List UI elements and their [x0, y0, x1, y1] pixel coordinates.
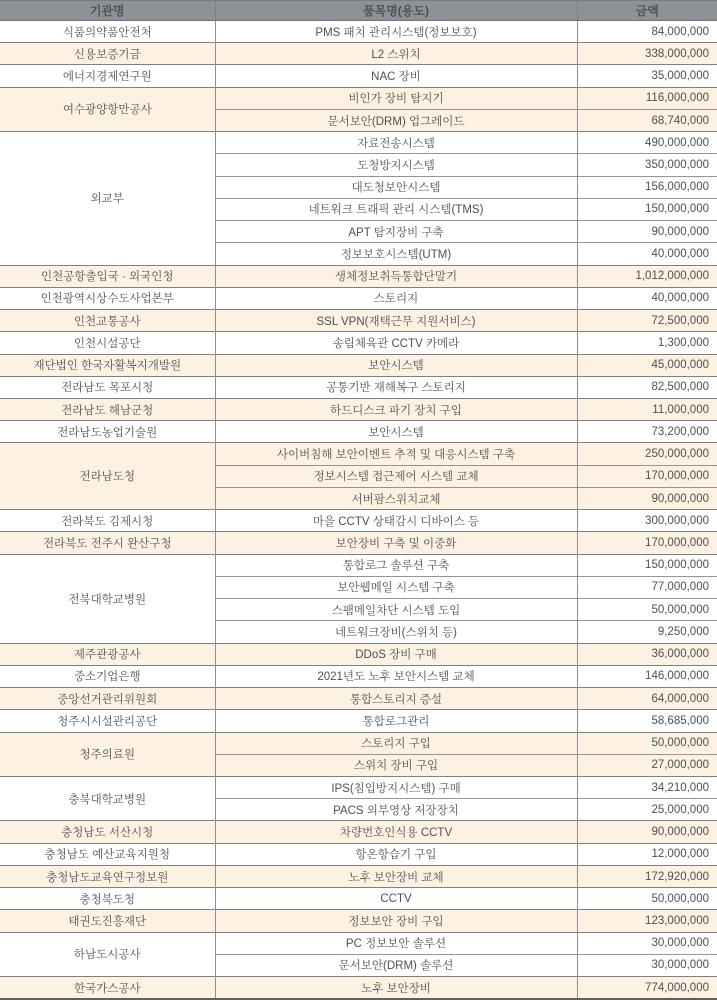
amount-cell: 34,210,000 [577, 776, 717, 798]
item-cell: 정보보호시스템(UTM) [215, 243, 577, 265]
org-cell: 에너지경제연구원 [0, 65, 215, 87]
item-cell: 사이버침해 보안이벤트 추적 및 대응시스템 구축 [215, 443, 577, 465]
amount-cell: 68,740,000 [577, 109, 717, 131]
org-cell: 식품의약품안전처 [0, 21, 215, 43]
item-cell: CCTV [215, 888, 577, 910]
table-row [0, 310, 717, 332]
item-cell: PC 정보보안 솔루션 [215, 932, 577, 954]
amount-cell: 172,920,000 [577, 865, 717, 887]
table-row [0, 888, 717, 910]
org-cell: 인천시설공단 [0, 332, 215, 354]
table-row [0, 732, 717, 754]
item-cell: 공통기반 재해복구 스토리지 [215, 376, 577, 398]
org-cell: 인천광역시상수도사업본부 [0, 287, 215, 309]
amount-cell: 90,000,000 [577, 821, 717, 843]
org-cell: 제주관광공사 [0, 643, 215, 665]
org-cell: 전라남도농업기술원 [0, 421, 215, 443]
header-org: 기관명 [0, 1, 215, 21]
org-cell: 충청북도청 [0, 888, 215, 910]
org-cell: 태권도진흥재단 [0, 910, 215, 932]
table-row [0, 510, 717, 532]
item-cell: 보안장비 구축 및 이중화 [215, 532, 577, 554]
org-cell: 전라남도청 [0, 443, 215, 510]
amount-cell: 84,000,000 [577, 21, 717, 43]
amount-cell: 170,000,000 [577, 465, 717, 487]
table-row [0, 665, 717, 687]
header-item: 품목명(용도) [215, 1, 577, 21]
amount-cell: 116,000,000 [577, 87, 717, 109]
table-row [0, 554, 717, 576]
amount-cell: 73,200,000 [577, 421, 717, 443]
org-cell: 외교부 [0, 132, 215, 265]
org-cell: 전북대학교병원 [0, 554, 215, 643]
amount-cell: 40,000,000 [577, 243, 717, 265]
table-row [0, 910, 717, 932]
amount-cell: 40,000,000 [577, 287, 717, 309]
org-cell: 한국가스공사 [0, 977, 215, 999]
amount-cell: 72,500,000 [577, 310, 717, 332]
org-cell: 인천공항출입국 · 외국인청 [0, 265, 215, 287]
item-cell: 정보보안 장비 구입 [215, 910, 577, 932]
item-cell: PACS 외부영상 저장장치 [215, 799, 577, 821]
org-cell: 재단법인 한국자활복지개발원 [0, 354, 215, 376]
table-row [0, 865, 717, 887]
item-cell: APT 탐지장비 구축 [215, 221, 577, 243]
item-cell: 대도청보안시스템 [215, 176, 577, 198]
item-cell: 스팸메일차단 시스템 도입 [215, 599, 577, 621]
org-cell: 중앙선거관리위원회 [0, 688, 215, 710]
org-cell: 전라남도 목포시청 [0, 376, 215, 398]
amount-cell: 36,000,000 [577, 643, 717, 665]
item-cell: 송림체육관 CCTV 카메라 [215, 332, 577, 354]
table-row [0, 376, 717, 398]
table-row [0, 643, 717, 665]
item-cell: 문서보안(DRM) 업그레이드 [215, 109, 577, 131]
org-cell: 전라북도 전주시 완산구청 [0, 532, 215, 554]
amount-cell: 64,000,000 [577, 688, 717, 710]
org-cell: 충청남도교육연구정보원 [0, 865, 215, 887]
item-cell: 스토리지 구입 [215, 732, 577, 754]
table-row [0, 65, 717, 87]
table-row [0, 87, 717, 109]
item-cell: 스토리지 [215, 287, 577, 309]
org-cell: 전라북도 김제시청 [0, 510, 215, 532]
amount-cell: 1,012,000,000 [577, 265, 717, 287]
item-cell: L2 스위치 [215, 43, 577, 65]
item-cell: SSL VPN(재택근무 지원서비스) [215, 310, 577, 332]
amount-cell: 338,000,000 [577, 43, 717, 65]
item-cell: 항온항습기 구입 [215, 843, 577, 865]
amount-cell: 50,000,000 [577, 888, 717, 910]
header-amount: 금액 [577, 1, 717, 21]
item-cell: IPS(침입방지시스템) 구매 [215, 776, 577, 798]
item-cell: 하드디스크 파기 장치 구입 [215, 398, 577, 420]
table-row [0, 21, 717, 43]
amount-cell: 50,000,000 [577, 732, 717, 754]
item-cell: 정보시스템 접근제어 시스템 교체 [215, 465, 577, 487]
amount-cell: 25,000,000 [577, 799, 717, 821]
table-row [0, 287, 717, 309]
item-cell: 자료전송시스템 [215, 132, 577, 154]
item-cell: 비인가 장비 탐지기 [215, 87, 577, 109]
item-cell: DDoS 장비 구매 [215, 643, 577, 665]
item-cell: 네트워크장비(스위치 등) [215, 621, 577, 643]
amount-cell: 350,000,000 [577, 154, 717, 176]
amount-cell: 82,500,000 [577, 376, 717, 398]
org-cell: 하남도시공사 [0, 932, 215, 976]
org-cell: 신용보증기금 [0, 43, 215, 65]
table-body [0, 21, 717, 1000]
amount-cell: 774,000,000 [577, 977, 717, 999]
org-cell: 중소기업은행 [0, 665, 215, 687]
table-row [0, 932, 717, 954]
table-row [0, 977, 717, 999]
table-row [0, 443, 717, 465]
item-cell: 서버팜스위치교체 [215, 487, 577, 509]
item-cell: 보안시스템 [215, 421, 577, 443]
amount-cell: 12,000,000 [577, 843, 717, 865]
amount-cell: 35,000,000 [577, 65, 717, 87]
item-cell: 통합스토리지 증설 [215, 688, 577, 710]
amount-cell: 156,000,000 [577, 176, 717, 198]
org-cell: 여수광양항만공사 [0, 87, 215, 131]
table-row [0, 132, 717, 154]
table-row [0, 688, 717, 710]
item-cell: NAC 장비 [215, 65, 577, 87]
table-row [0, 821, 717, 843]
item-cell: 도청방지시스템 [215, 154, 577, 176]
table-row [0, 354, 717, 376]
amount-cell: 123,000,000 [577, 910, 717, 932]
item-cell: 문서보안(DRM) 솔루션 [215, 954, 577, 976]
amount-cell: 1,300,000 [577, 332, 717, 354]
item-cell: 보안시스템 [215, 354, 577, 376]
amount-cell: 77,000,000 [577, 576, 717, 598]
amount-cell: 50,000,000 [577, 599, 717, 621]
org-cell: 충청남도 서산시청 [0, 821, 215, 843]
item-cell: 스위치 장비 구입 [215, 754, 577, 776]
table-row [0, 398, 717, 420]
table-row [0, 421, 717, 443]
amount-cell: 11,000,000 [577, 398, 717, 420]
table-row [0, 43, 717, 65]
amount-cell: 146,000,000 [577, 665, 717, 687]
amount-cell: 45,000,000 [577, 354, 717, 376]
org-cell: 인천교통공사 [0, 310, 215, 332]
item-cell: 2021년도 노후 보안시스템 교체 [215, 665, 577, 687]
amount-cell: 490,000,000 [577, 132, 717, 154]
item-cell: 통합로그관리 [215, 710, 577, 732]
item-cell: 보안웹메일 시스템 구축 [215, 576, 577, 598]
item-cell: 네트워크 트래픽 관리 시스템(TMS) [215, 198, 577, 220]
org-cell: 전라남도 해남군청 [0, 398, 215, 420]
amount-cell: 30,000,000 [577, 932, 717, 954]
item-cell: 생체정보취득통합단말기 [215, 265, 577, 287]
item-cell: PMS 패치 관리시스템(정보보호) [215, 21, 577, 43]
amount-cell: 9,250,000 [577, 621, 717, 643]
amount-cell: 90,000,000 [577, 487, 717, 509]
amount-cell: 30,000,000 [577, 954, 717, 976]
amount-cell: 150,000,000 [577, 554, 717, 576]
org-cell: 청주의료원 [0, 732, 215, 776]
amount-cell: 90,000,000 [577, 221, 717, 243]
table-row [0, 265, 717, 287]
org-cell: 충북대학교병원 [0, 776, 215, 820]
amount-cell: 170,000,000 [577, 532, 717, 554]
item-cell: 노후 보안장비 교체 [215, 865, 577, 887]
table-row [0, 776, 717, 798]
table-header [0, 1, 717, 21]
amount-cell: 300,000,000 [577, 510, 717, 532]
amount-cell: 58,685,000 [577, 710, 717, 732]
item-cell: 노후 보안장비 [215, 977, 577, 999]
amount-cell: 250,000,000 [577, 443, 717, 465]
amount-cell: 27,000,000 [577, 754, 717, 776]
table-row [0, 532, 717, 554]
table-row [0, 332, 717, 354]
item-cell: 마을 CCTV 상태감시 디바이스 등 [215, 510, 577, 532]
item-cell: 차량번호인식용 CCTV [215, 821, 577, 843]
header-row [0, 1, 717, 21]
item-cell: 통합로그 솔루션 구축 [215, 554, 577, 576]
org-cell: 충청남도 예산교육지원청 [0, 843, 215, 865]
amount-cell: 150,000,000 [577, 198, 717, 220]
table-row [0, 843, 717, 865]
org-cell: 청주시시설관리공단 [0, 710, 215, 732]
table-row [0, 710, 717, 732]
